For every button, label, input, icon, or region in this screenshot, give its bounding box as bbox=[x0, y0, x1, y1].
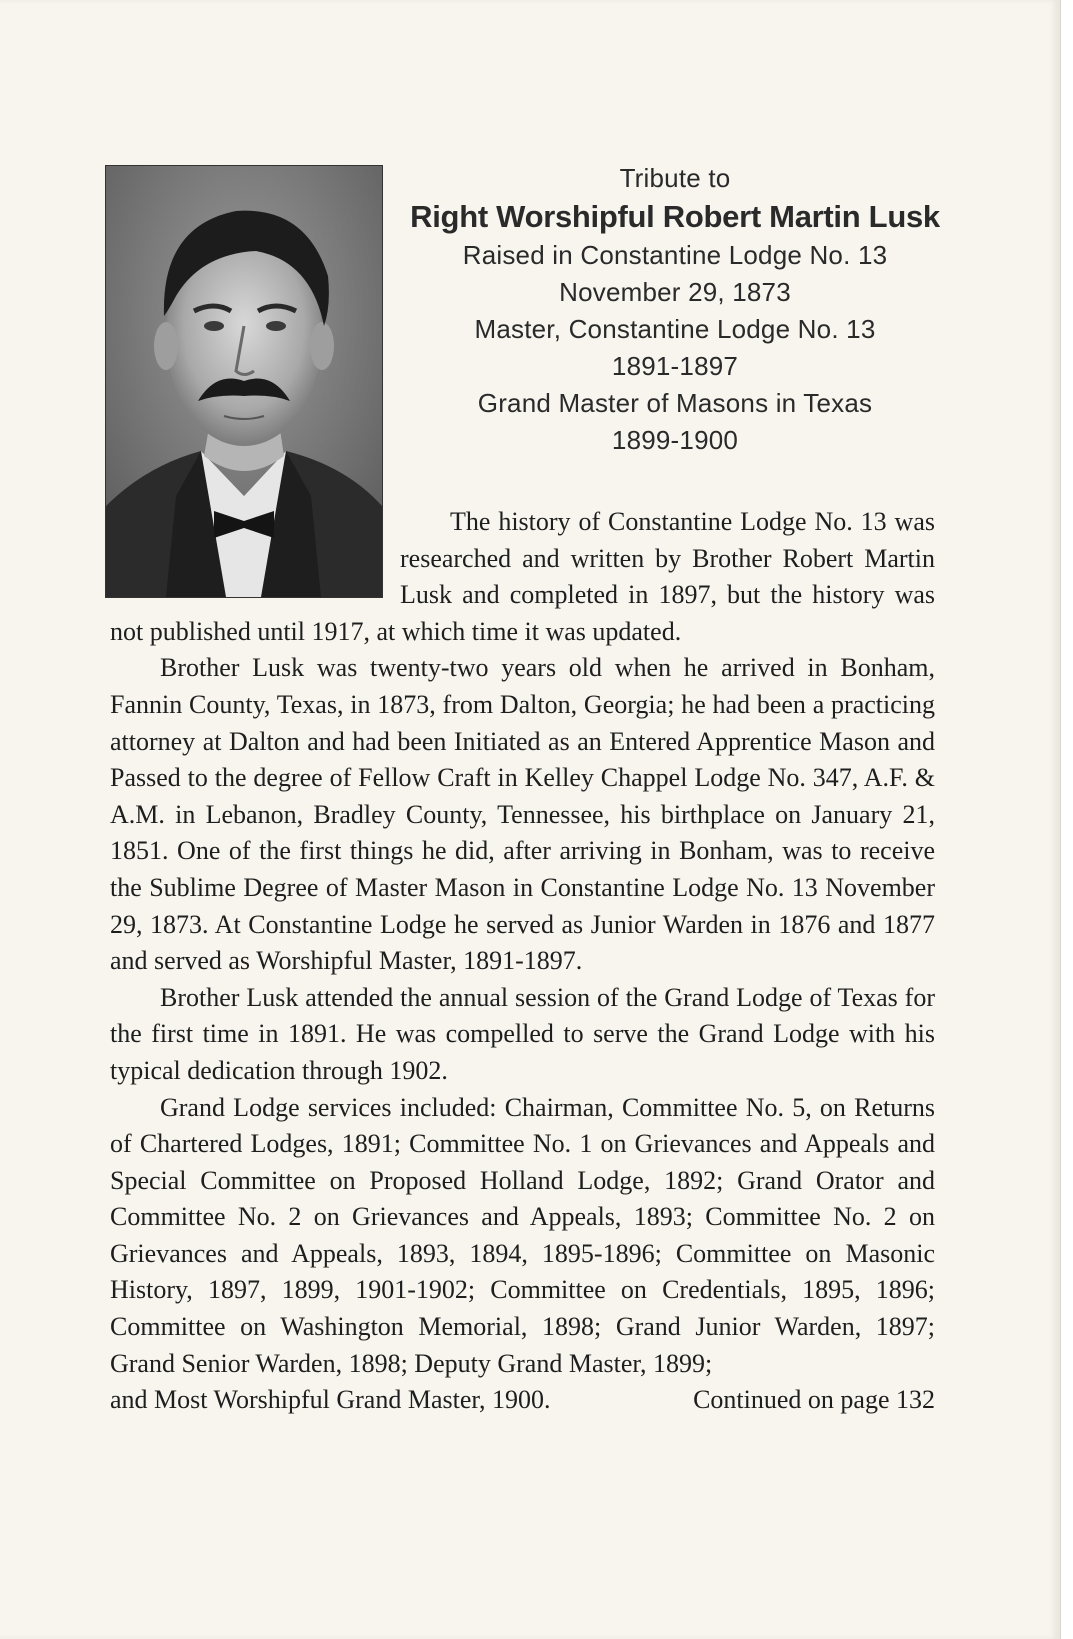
paragraph-3: Brother Lusk attended the annual session of the Grand Lodge of Texas for the first time in 1891. He was compelled to serve the Grand Lodge with his typical dedication through 1902. bbox=[110, 982, 935, 1085]
tribute-heading bbox=[395, 160, 955, 459]
master-years: 1891-1897 bbox=[611, 351, 739, 381]
tribute-label: Tribute to bbox=[619, 163, 731, 193]
grand-master-years: 1899-1900 bbox=[611, 425, 739, 455]
raised-date: November 29, 1873 bbox=[559, 277, 791, 307]
paragraph-4-end: and Most Worshipful Grand Master, 1900. bbox=[110, 1385, 551, 1415]
article-body bbox=[110, 504, 935, 1419]
raised-line: Raised in Constantine Lodge No. 13 bbox=[462, 240, 888, 270]
paragraph-4: Grand Lodge services included: Chairman, Committee No. 5, on Returns of Chartered Lodges, 1891; Committee No. 1 on Grievances and Appeals and Special Committee on Proposed Holland Lodge, 1892; Grand Orator and Committee No. 2 on Grievances and Appeals, 1893; Committee No. 2 on Grievances and Appeals, 1893, 1894, 1895-1896; Committee on Masonic History, 1897, 1899, 1901-1902; Committee on Credentials, 1895, 1896; Committee on Washington Memorial, 1898; Grand Junior Warden, 1897; Grand Senior Warden, 1898; Deputy Grand Master, 1899; bbox=[110, 1092, 935, 1378]
paragraph-2: Brother Lusk was twenty-two years old when he arrived in Bonham, Fannin County, Texas, in 1873, from Dalton, Georgia; he had been a practicing attorney at Dalton and had been Initiated as an Entered Apprentice Mason and Passed to the degree of Fellow Craft in Kelley Chappel Lodge No. 347, A.F. & A.M. in Lebanon, Bradley County, Tennessee, his birthplace on January 21, 1851. One of the first things he did, after arriving in Bonham, was to receive the Sublime Degree of Master Mason in Constantine Lodge No. 13 November 29, 1873. At Constantine Lodge he served as Junior Warden in 1876 and 1877 and served as Worshipful Master, 1891-1897. bbox=[110, 653, 935, 976]
continued-note: Continued on page 132 bbox=[693, 1385, 935, 1415]
page-edge bbox=[1060, 0, 1073, 1639]
final-line bbox=[110, 1382, 935, 1419]
honoree-name: Right Worshipful Robert Martin Lusk bbox=[410, 199, 940, 234]
master-line: Master, Constantine Lodge No. 13 bbox=[474, 314, 876, 344]
grand-master-line: Grand Master of Masons in Texas bbox=[477, 388, 873, 418]
paragraph-1-text: The history of Constantine Lodge No. 13 was researched and written by Brother Robert Martin Lusk and completed in 1897, but the history was not published until 1917, at which time it was updated. bbox=[110, 507, 935, 646]
portrait-wrap-spacer bbox=[110, 504, 400, 612]
